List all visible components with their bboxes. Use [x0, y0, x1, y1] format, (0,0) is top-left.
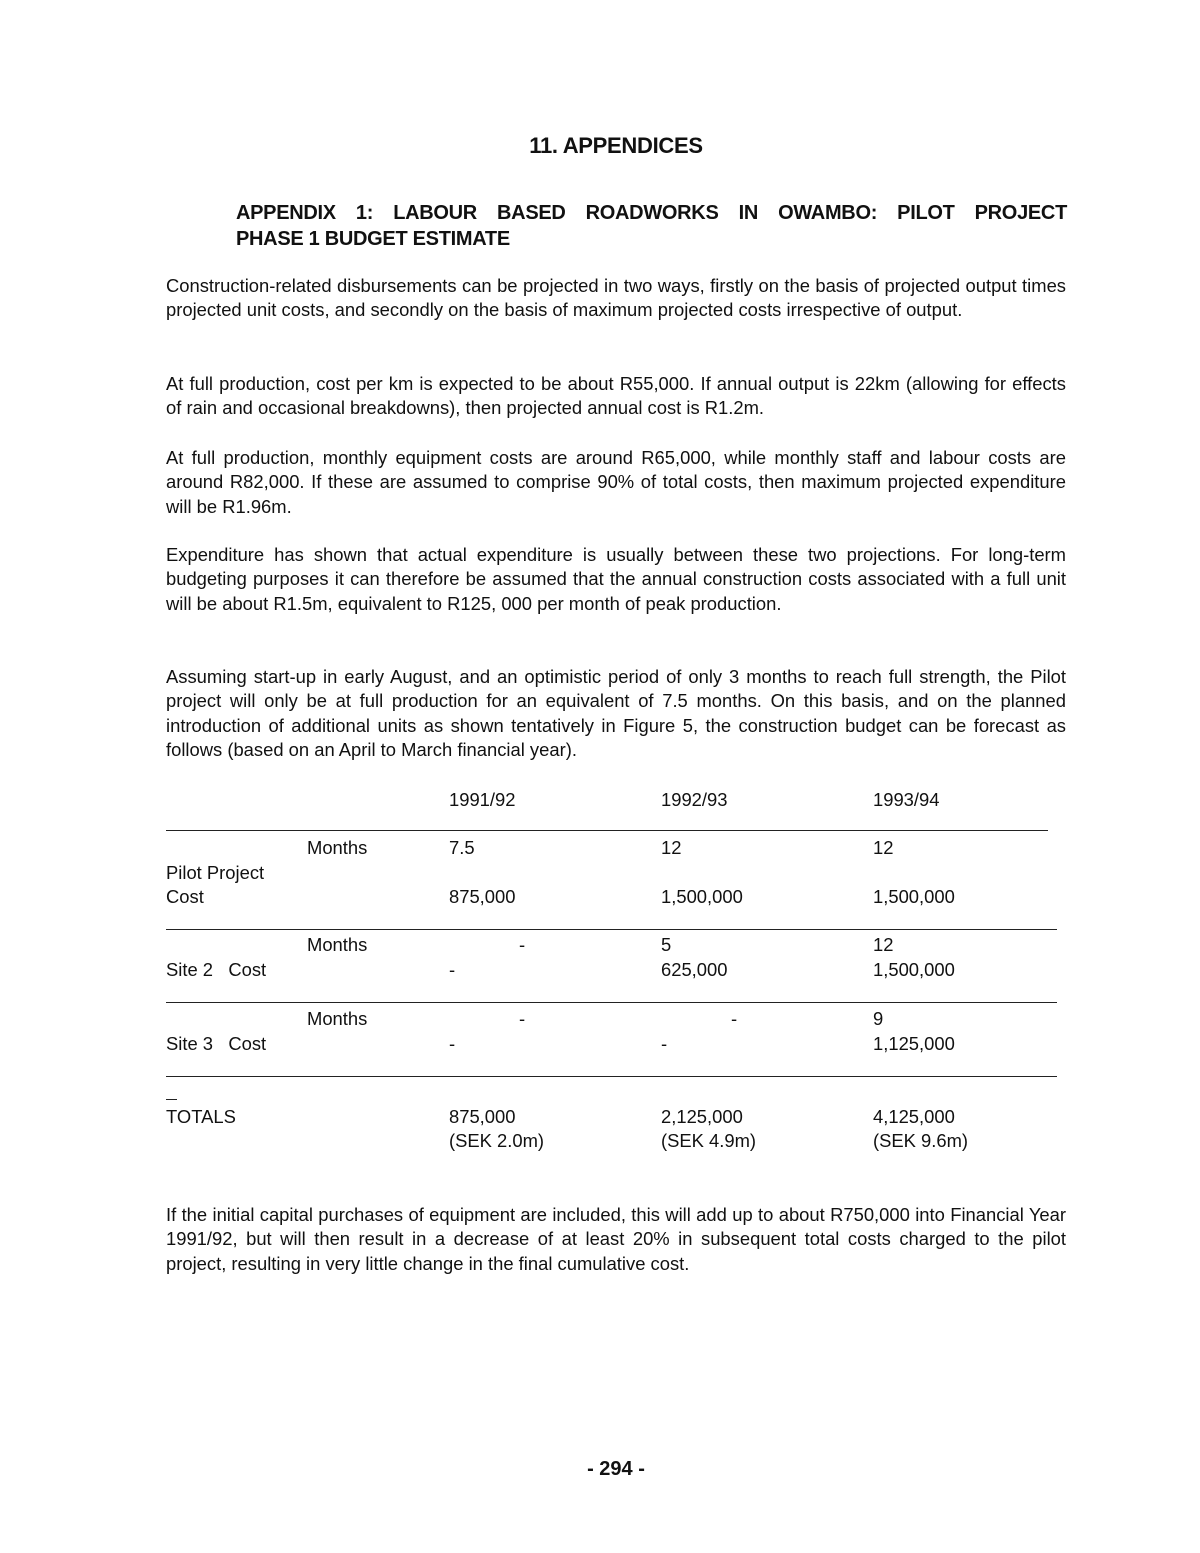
page-number: - 294 - [587, 1458, 645, 1480]
table-rule [166, 1002, 1057, 1003]
year-header: 1993/94 [873, 789, 940, 810]
table-cell: 7.5 [449, 837, 475, 858]
row-label: Site 2 Cost [166, 959, 267, 980]
paragraph-4: Expenditure has shown that actual expenditure is usually between these two projections. For long-term budgeting purposes it can therefore be assumed that the annual construction costs associated with a full unit will be about R1.5m, equivalent to R125, 000 per month of peak production. [166, 544, 1066, 614]
appendix-title-line1: APPENDIX 1: LABOUR BASED ROADWORKS IN OWAMBO: PILOT PROJECT [236, 202, 1067, 224]
total-sek: (SEK 4.9m) [661, 1130, 757, 1151]
table-cell: - [731, 1008, 738, 1029]
paragraph-3: At full production, monthly equipment costs are around R65,000, while monthly staff and labour costs are around R82,000. If these are assumed to comprise 90% of total costs, then maximum projected expenditure will be R1.96m. [166, 447, 1066, 517]
table-cell: 9 [873, 1008, 884, 1029]
paragraph-5: Assuming start-up in early August, and an optimistic period of only 3 months to reach full strength, the Pilot project will only be at full production for an equivalent of 7.5 months. On this basis, and on the planned introduction of additional units as shown tentatively in Figure 5, the construction budget can be forecast as follows (based on an April to March financial year). [166, 666, 1066, 761]
table-rule [166, 1076, 1057, 1077]
row-label: Site 3 Cost [166, 1033, 267, 1054]
paragraph-2: At full production, cost per km is expected to be about R55,000. If annual output is 22km (allowing for effects of rain and occasional breakdowns), then projected annual cost is R1.2m. [166, 373, 1066, 419]
months-label: Months [307, 934, 368, 955]
months-label: Months [307, 1008, 368, 1029]
paragraph-1: Construction-related disbursements can be projected in two ways, firstly on the basis of projected output times projected unit costs, and secondly on the basis of maximum projected costs irrespective of output. [166, 275, 1066, 321]
months-label: Months [307, 837, 368, 858]
page-heading: 11. APPENDICES [529, 133, 703, 158]
row-label: Pilot Project [166, 862, 265, 883]
totals-label: TOTALS [166, 1106, 236, 1127]
table-cell: 12 [873, 837, 894, 858]
total-sek: (SEK 9.6m) [873, 1130, 969, 1151]
table-cell: - [519, 1008, 526, 1029]
year-header: 1992/93 [661, 789, 728, 810]
row-label: Cost [166, 886, 204, 907]
table-cell: 625,000 [661, 959, 728, 980]
table-cell: - [449, 959, 456, 980]
table-rule [166, 1099, 177, 1100]
table-rule [166, 929, 1057, 930]
total-value: 875,000 [449, 1106, 516, 1127]
table-rule [166, 830, 1048, 831]
table-cell: 875,000 [449, 886, 516, 907]
table-cell: 1,125,000 [873, 1033, 955, 1054]
year-header: 1991/92 [449, 789, 516, 810]
total-sek: (SEK 2.0m) [449, 1130, 545, 1151]
total-value: 2,125,000 [661, 1106, 743, 1127]
table-cell: 12 [661, 837, 682, 858]
table-cell: - [449, 1033, 456, 1054]
table-cell: 12 [873, 934, 894, 955]
appendix-title-line2: PHASE 1 BUDGET ESTIMATE [236, 228, 510, 250]
table-cell: - [519, 934, 526, 955]
appendix-title [236, 200, 1067, 252]
table-cell: 1,500,000 [873, 886, 955, 907]
table-cell: 1,500,000 [661, 886, 743, 907]
table-cell: - [661, 1033, 668, 1054]
total-value: 4,125,000 [873, 1106, 955, 1127]
closing-paragraph: If the initial capital purchases of equipment are included, this will add up to about R750,000 into Financial Year 1991/92, but will then result in a decrease of at least 20% in subsequent total costs charged to the pilot project, resulting in very little change in the final cumulative cost. [166, 1204, 1066, 1274]
table-cell: 1,500,000 [873, 959, 955, 980]
table-cell: 5 [661, 934, 672, 955]
